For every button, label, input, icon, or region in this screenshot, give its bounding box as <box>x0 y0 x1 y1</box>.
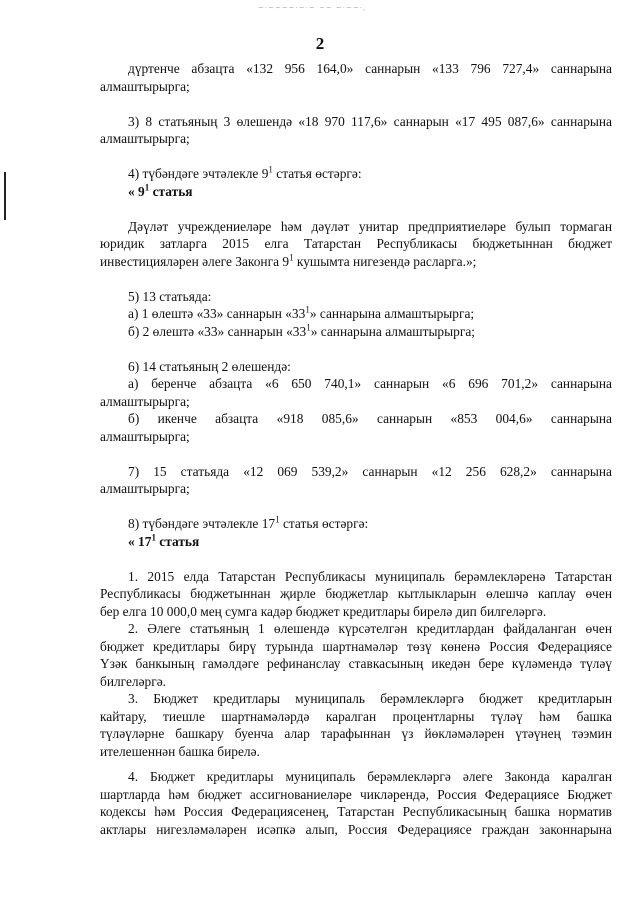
paragraph-2 <box>100 113 612 148</box>
paragraph-1 <box>100 60 612 95</box>
superscript: 1 <box>289 252 294 263</box>
superscript: 1 <box>144 182 150 193</box>
scan-artifact: ~·~~~~·~·~ ~~ ~·~~·, <box>258 4 367 12</box>
text-line: Үзәк банкының гамәлдәге рефинанслау ставкасының икедән бере күләмендә түләү <box>100 656 612 671</box>
section-4 <box>100 768 612 838</box>
article-heading-9-1 <box>100 183 612 201</box>
margin-mark <box>4 172 6 220</box>
text-fragment: « 9 <box>128 183 145 199</box>
paragraph-5 <box>100 288 612 341</box>
section-3 <box>100 690 612 760</box>
article-heading-17-1 <box>100 533 612 551</box>
paragraph-6 <box>100 358 612 446</box>
text-line: актлары нигезләмәләрен исәпкә алып, Россия Федерациясе граждан законнарына <box>100 821 612 837</box>
text-fragment: » саннарына алмаштырырга; <box>309 306 475 321</box>
text-fragment: статья өстәргә: <box>279 516 369 531</box>
superscript: 1 <box>151 532 156 543</box>
text-fragment: а) 1 өлештә «33» саннарын «33 <box>128 306 306 321</box>
text-fragment: кушымта нигезендә расларга.»; <box>293 253 477 269</box>
section-1 <box>100 568 612 621</box>
text-line: бер елга 10 000,0 мең сумга кадәр бюджет кредитлары бирелә дип билгеләргә. <box>100 603 547 619</box>
text-line: Республикасы бюджетыннан җирле бюджетлар кытлыкларын өлешчә каплау өчен <box>100 586 612 601</box>
text-fragment: » саннарына алмаштырырга; <box>310 323 475 339</box>
superscript: 1 <box>268 164 273 175</box>
text-fragment: « 17 <box>128 533 152 549</box>
paragraph-8 <box>100 515 612 533</box>
text-line: кайтару, тиешле шартнамәләрдә каралган процентларны түләү һәм башка <box>100 708 612 724</box>
text-line: билгеләргә. <box>100 673 167 689</box>
text-fragment: б) 2 өлештә «33» саннарын «33 <box>128 323 307 339</box>
text-line: 3) 8 статьяның 3 өлешендә «18 970 117,6» саннарын «17 495 087,6» саннарына <box>128 113 612 129</box>
text-line: 2. Әлеге статьяның 1 өлешендә күрсәтелгән кредитлардан файдаланган өчен <box>128 621 612 636</box>
text-line: 1. 2015 елда Татарстан Республикасы муниципаль берәмлекләренә Татарстан <box>128 568 612 584</box>
superscript: 1 <box>275 514 280 525</box>
text-fragment: 8) түбәндәге эчтәлекле 17 <box>128 516 276 531</box>
paragraph-3 <box>100 165 612 183</box>
text-line: дүртенче абзацта «132 956 164,0» саннарын «133 796 727,4» саннарына <box>128 61 612 76</box>
text-line: 5) 13 статьяда: <box>128 288 212 304</box>
text-fragment: 4) түбәндәге эчтәлекле 9 <box>128 166 269 181</box>
text-line: 6) 14 статьяның 2 өлешендә: <box>128 358 291 374</box>
text-line: Дәүләт учреждениеләре һәм дәүләт унитар предприятиеләре булып тормаган <box>128 218 612 234</box>
text-line: алмаштырырга; <box>100 428 190 444</box>
paragraph-7 <box>100 463 612 498</box>
text-line: алмаштырырга; <box>100 481 190 496</box>
text-line: 4. Бюджет кредитлары муниципаль берәмлекләргә әлеге Законда каралган <box>128 769 612 784</box>
text-line <box>100 305 612 323</box>
text-line: 7) 15 статьяда «12 069 539,2» саннарын «12 256 628,2» саннарына <box>128 463 612 479</box>
text-line: юридик затларга 2015 елга Татарстан Республикасы бюджетыннан бюджет <box>100 236 612 251</box>
text-line <box>100 323 612 341</box>
text-line: алмаштырырга; <box>100 78 190 94</box>
page-number: 2 <box>315 34 325 53</box>
text-line <box>100 253 612 271</box>
text-line: а) беренче абзацта «6 650 740,1» саннарын «6 696 701,2» саннарына <box>128 376 612 391</box>
text-fragment: статья өстәргә: <box>272 166 362 181</box>
text-fragment: статья <box>149 183 193 199</box>
paragraph-4 <box>100 218 612 271</box>
document-body <box>100 60 612 838</box>
text-line: кодексы һәм Россия Федерациясенең, Татарстан Республикасының башка норматив <box>100 804 612 819</box>
text-line: алмаштырырга; <box>100 393 190 409</box>
text-line: б) икенче абзацта «918 085,6» саннарын «853 004,6» саннарына <box>128 411 612 426</box>
text-line: бюджет кредитлары бирү турында шартнамәләр төзү көненә Россия Федерациясе <box>100 638 612 654</box>
text-line: түләүләрне башкару буенча алар тарафыннан үз йөкләмәләрен үтәүнең тәэмин <box>100 726 612 741</box>
text-fragment: статья <box>155 533 200 549</box>
section-2 <box>100 620 612 690</box>
text-line: алмаштырырга; <box>100 131 190 146</box>
superscript: 1 <box>305 304 310 315</box>
text-line: шартларда һәм бюджет ассигнованиеләре чикләрендә, Россия Федерациясе Бюджет <box>100 786 612 802</box>
text-line: ителешеннән башка бирелә. <box>100 743 260 759</box>
superscript: 1 <box>306 322 311 333</box>
text-line: 3. Бюджет кредитлары муниципаль берәмлекләргә бюджет кредитларын <box>128 691 612 706</box>
text-fragment: инвестицияләрен әлеге Законга 9 <box>100 253 290 269</box>
